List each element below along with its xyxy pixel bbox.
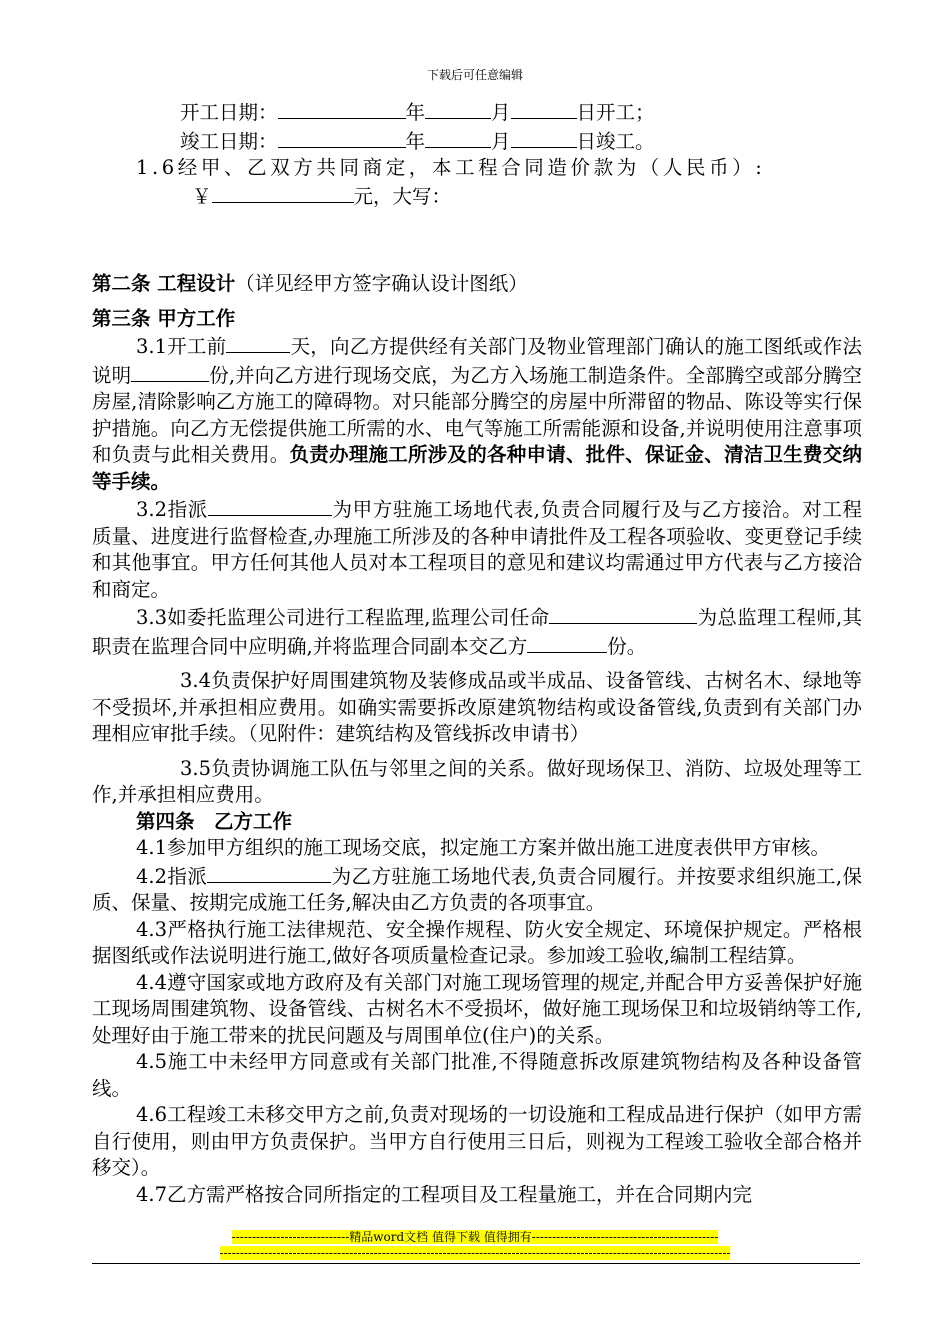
start-month-unit: 月	[491, 101, 511, 124]
clause-3-1-bold: 负责办理施工所涉及的各种申请、批件、保证金、清洁卫生费交纳等手续。	[92, 443, 862, 493]
end-day-blank	[511, 127, 577, 148]
clause-3-1-b: 天，向乙方提供经有关部门及物业管理部门确认的施工图纸或作法说明	[92, 335, 862, 387]
clause-3-3-c: 份。	[607, 634, 647, 658]
spacer	[92, 210, 862, 271]
clause-3-1-a: 3.1开工前	[136, 335, 227, 358]
footer-banner-line-1: -----------------------------精品word文档 值得下载 值得拥有----------------------------------------------	[231, 1230, 719, 1244]
price-amount-tail: 元，大写：	[353, 184, 452, 208]
section-2-heading	[92, 271, 862, 298]
clause-3-3-b: 为总监理工程师,其职责在监理合同中应明确,并将监理合同副本交乙方	[92, 606, 862, 658]
start-month-blank	[425, 98, 491, 119]
clause-3-1-c: 份,并向乙方进行现场交底，为乙方入场施工制造条件。全部腾空或部分腾空房屋,清除影响乙方施工的障碍物。对只能部分腾空的房屋中所滞留的物品、陈设等实行保护措施。向乙方无偿提供施工所需的水、电气等施工所需能源和设备,并说明使用注意事项和负责与此相关费用。	[92, 363, 862, 466]
clause-4-4: 4.4遵守国家或地方政府及有关部门对施工现场管理的规定,并配合甲方妥善保护好施工现场周围建筑物、设备管线、古树名木不受损坏，做好施工现场保卫和垃圾销纳等工作,处理好由于施工带来的扰民问题及与周围单位(住户)的关系。	[92, 970, 862, 1047]
clause-4-2-b: 为乙方驻施工场地代表,负责合同履行。并按要求组织施工,保质、保量、按期完成施工任务,解决由乙方负责的各项事宜。	[92, 864, 862, 914]
start-day-unit: 日开工；	[576, 101, 655, 124]
section-3-title: 第三条 甲方工作	[92, 306, 236, 330]
end-month-blank	[425, 127, 491, 148]
clause-4-5: 4.5施工中未经甲方同意或有关部门批准,不得随意拆改原建筑物结构及各种设备管线。	[92, 1050, 862, 1100]
page-header-note: 下载后可任意编辑	[426, 68, 523, 82]
contract-copies-blank	[527, 632, 607, 653]
section-2-note: （详见经甲方签字确认设计图纸）	[235, 272, 528, 295]
start-day-blank	[511, 98, 577, 119]
clause-3-3	[92, 603, 862, 660]
clause-4-2	[92, 862, 862, 917]
end-date-label: 竣工日期：	[180, 129, 278, 153]
copies-blank	[131, 361, 209, 382]
start-date-label: 开工日期：	[180, 101, 278, 124]
price-line: 1.6经甲、乙双方共同商定，本工程合同造价款为（人民币）:	[136, 156, 766, 179]
supervisor-blank	[549, 603, 697, 624]
contract-body	[92, 98, 862, 1208]
price-amount-blank	[212, 182, 354, 203]
clause-4-7: 4.7乙方需严格按合同所指定的工程项目及工程量施工，并在合同期内完	[136, 1182, 753, 1206]
end-year-blank	[278, 127, 406, 148]
end-year-unit: 年	[405, 129, 426, 153]
clause-3-2-b: 为甲方驻施工场地代表,负责合同履行及与乙方接洽。对工程质量、进度进行监督检查,办理施工所涉及的各种申请批件及工程各项验收、变更登记手续和其他事宜。甲方任何其他人员对本工程项目的意见和建议均需通过甲方代表与乙方接洽和商定。	[92, 498, 862, 601]
footer-rule	[92, 1263, 860, 1264]
clause-4-6: 4.6工程竣工未移交甲方之前,负责对现场的一切设施和工程成品进行保护（如甲方需自行使用，则由甲方负责保护。当甲方自行使用三日后，则视为工程竣工验收全部合格并移交）。	[92, 1103, 862, 1179]
clause-4-1: 4.1参加甲方组织的施工现场交底，拟定施工方案并做出施工进度表供甲方审核。	[136, 836, 831, 859]
end-date-line	[92, 127, 862, 156]
clause-3-2	[92, 495, 862, 603]
start-date-line	[92, 98, 862, 127]
price-amount-line	[92, 182, 862, 211]
start-year-unit: 年	[405, 101, 426, 124]
footer-banner-line-2: ------------------------------------------------------------------------------------------------------------------------------	[219, 1246, 731, 1260]
start-year-blank	[278, 98, 406, 119]
clause-4-3: 4.3严格执行施工法律规范、安全操作规程、防火安全规定、环境保护规定。严格根据图纸或作法说明进行施工,做好各项质量检查记录。参加竣工验收,编制工程结算。	[92, 917, 862, 967]
end-month-unit: 月	[491, 129, 511, 153]
days-blank	[226, 332, 290, 353]
clause-3-5: 3.5负责协调施工队伍与邻里之间的关系。做好现场保卫、消防、垃圾处理等工作,并承担相应费用。	[92, 756, 862, 806]
party-a-rep-blank	[208, 495, 332, 516]
clause-3-3-a: 3.3如委托监理公司进行工程监理,监理公司任命	[136, 606, 550, 629]
clause-3-4: 3.4负责保护好周围建筑物及装修成品或半成品、设备管线、古树名木、绿地等不受损坏,并承担相应费用。如确实需要拆改原建筑物结构或设备管线,负责到有关部门办理相应审批手续。（见附件：建筑结构及管线拆改申请书）	[92, 669, 862, 745]
page-footer	[0, 1229, 950, 1261]
clause-3-1	[92, 332, 862, 495]
section-2-title: 第二条 工程设计	[92, 272, 236, 295]
section-4-title: 第四条 乙方工作	[136, 809, 293, 833]
party-b-rep-blank	[207, 862, 331, 883]
clause-3-2-a: 3.2指派	[136, 498, 208, 521]
yen-symbol: ￥	[192, 184, 212, 208]
clause-4-2-a: 4.2指派	[136, 864, 208, 888]
end-day-unit: 日竣工。	[576, 129, 655, 153]
